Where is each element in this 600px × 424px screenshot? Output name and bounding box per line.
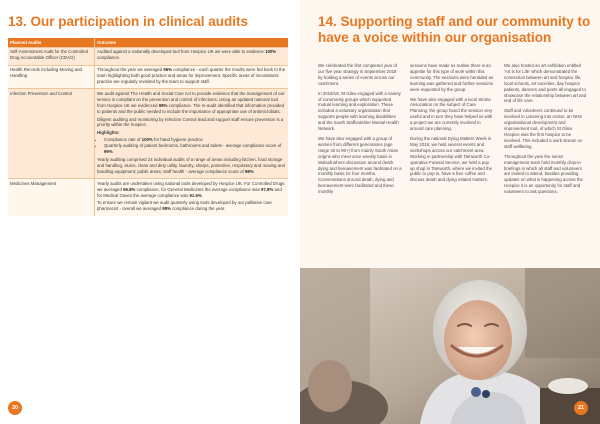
emphasized-figure: 100% (141, 137, 153, 143)
table-row (8, 65, 288, 89)
page-number-right: 21 (574, 401, 588, 415)
text-run: compliance. The re-audit identified that information provided to patients and the public needed to include the importance of appropriate use of antimicrobials. (97, 102, 285, 114)
section-13-heading: 13. Our participation in clinical audits (8, 14, 249, 29)
photo-illustration (300, 268, 600, 424)
text-run: We audit against The Health and Social Care Act to provide evidence that the management of our service is compliant on the prevention and control of infections. Using an updated national tool from Hospice UK we evidenced (97, 90, 285, 108)
audit-name-cell: Infection Prevention and Control (8, 89, 95, 179)
emphasized-figure: 98% (162, 206, 171, 212)
table-header-row (8, 38, 288, 47)
text-column-3 (504, 63, 588, 199)
paragraph: During the national Dying Matters Week in May 2018, we held several events and workshops across our catchment area. Working in partnership with Tamworth Co-operative Funeral Service, we held a pop up shop in Tamworth, where we invited the public to pop in, have a free coffee and discuss death and dying related matters. (410, 135, 493, 183)
audit-name-cell: Self-Assessment Audit for the Controlled Drug Accountable Officer (CDAO) (8, 47, 95, 65)
emphasized-figure: 99% (104, 149, 113, 155)
outcome-paragraph (97, 117, 286, 129)
paragraph: We also hosted an art exhibition entitled 'Art is for Life' which demonstrated the connection between art and hospice life, local schools, art societies, day hospice patients, dancers and poets all engaged to showcase the relationship between art and end of life care. (504, 63, 587, 104)
section-14-heading: 14. Supporting staff and our community to have a voice within our organisation (318, 14, 591, 45)
emphasized-figure: 100% (265, 49, 277, 55)
text-run: for hand hygiene practice (152, 137, 203, 143)
emphasized-figure: 96.8% (123, 186, 136, 192)
table-row (8, 179, 288, 216)
text-run: Throughout the year we averaged (97, 67, 164, 73)
emphasized-figure: 97.8% (260, 186, 274, 192)
text-run: Audited against a nationally developed tool from Hospice UK we were able to evidence (97, 49, 266, 55)
text-column-1 (318, 63, 402, 199)
paragraph: Staff and volunteers continued to be involved in Listening into Action, an NHS organisational development and improvement tool, of which St Giles Hospice was the first hospice to be involved. This included a work stream on staff wellbeing. (504, 108, 583, 149)
photo-elderly-woman-smiling (300, 268, 600, 424)
text-run: Yearly auditing comprised 24 individual audits of a range of areas including kitchen, food storage and handling, sluice, clean and dirty utility, laundry, sharps, protective, respiratory and moving and handling equipment; public areas; staff health - average compliance score of (97, 157, 285, 174)
audit-outcome-cell (95, 89, 289, 179)
clinical-audits-table (8, 38, 288, 216)
emphasized-figure: 98% (158, 102, 168, 108)
audit-name-cell: Medicines Management (8, 179, 95, 216)
audit-name-cell: Health Records including Moving and Handling (8, 65, 95, 89)
table-header-outcome: Outcome (95, 38, 289, 47)
audit-outcome-cell (95, 47, 289, 65)
highlights-title: Highlights: (97, 130, 120, 136)
text-run: Diligent auditing and monitoring by Infection Control lead and support staff ensure prevention is a priority within the hospice. (97, 116, 284, 128)
text-run: compliance. (97, 55, 121, 61)
right-page (300, 0, 600, 424)
outcome-paragraph (97, 91, 286, 115)
text-run: Quarterly auditing of patient bedrooms, bathrooms and toilets - average compliance score of (104, 143, 282, 149)
table-row (8, 47, 288, 65)
outcome-paragraph (97, 157, 286, 175)
text-run: compliance, for General Medicines the average compliance was (135, 186, 261, 192)
audit-outcome-cell (95, 179, 289, 216)
emphasized-figure: 91.6% (189, 192, 202, 198)
text-run: compliance - each quarter the results were fed back to the team highlighting both good practice and areas for improvement. Specific areas of inconsistent practice are regularly revisited by the team to support staff. (97, 67, 286, 85)
paragraph: sessions have made us realise there is an appetite for this type of work within this community. The sessions were heralded as learning was gathered and further sessions were requested by the group. (410, 63, 494, 92)
text-run: Yearly audits are undertaken using national tools developed by Hospice UK. For Controlled Drugs we averaged (97, 180, 285, 192)
highlight-item (104, 143, 286, 155)
outcome-paragraph (97, 181, 286, 199)
text-column-2 (410, 63, 494, 187)
emphasized-figure: 98% (244, 168, 254, 174)
outcome-paragraph (97, 67, 286, 85)
paragraph: We have also engaged with a local Stroke Association on the subject of Care Planning, the group found the session very useful and in turn they have helped us with a project we are currently involved in around care planning. (410, 96, 493, 132)
paragraph: We celebrated the first completed year of our five year strategy in September 2018 by holding a series of events across our catchment. (318, 63, 398, 86)
table-row (8, 89, 288, 179)
highlights-list (97, 137, 286, 155)
text-run: and for Medical Gases the average compliance was (97, 186, 282, 198)
emphasized-figure: 96% (163, 67, 173, 73)
table-header-audits: Planned Audits (8, 38, 95, 47)
paragraph: In 2018/19, St Giles engaged with a variety of community groups which supported mutual learning and exploration. These included a voluntary organisation that supports people with learning disabilities and the South Staffordshire Mental Health Network. (318, 90, 401, 132)
page-number-left: 20 (8, 401, 22, 415)
audit-outcome-cell (95, 65, 289, 89)
paragraph: We have also engaged with a group of women from different generations (age range 40 to 90+) from mainly South Asian origins who meet once weekly basis in Walsall where discussion around death dying and bereavement was facilitated on a monthly basis for four months. Conversations around death, dying and bereavement were facilitated and these monthly (318, 135, 402, 195)
outcome-paragraph (97, 49, 286, 61)
text-run: Compliance rate of (104, 137, 142, 143)
text-run: To ensure we remain vigilant we audit quarterly using tools developed by our palliative care pharmacist - overall we averaged (97, 200, 272, 212)
text-run: compliance during the year. (170, 206, 226, 212)
paragraph: Throughout the year the senior management team held monthly drop-in briefings in which all staff and volunteers are invited to attend, besides providing updates on what is happening across the Hospice it is an opportunity for staff and volunteers to ask questions. (504, 153, 583, 195)
outcome-paragraph (97, 200, 286, 212)
